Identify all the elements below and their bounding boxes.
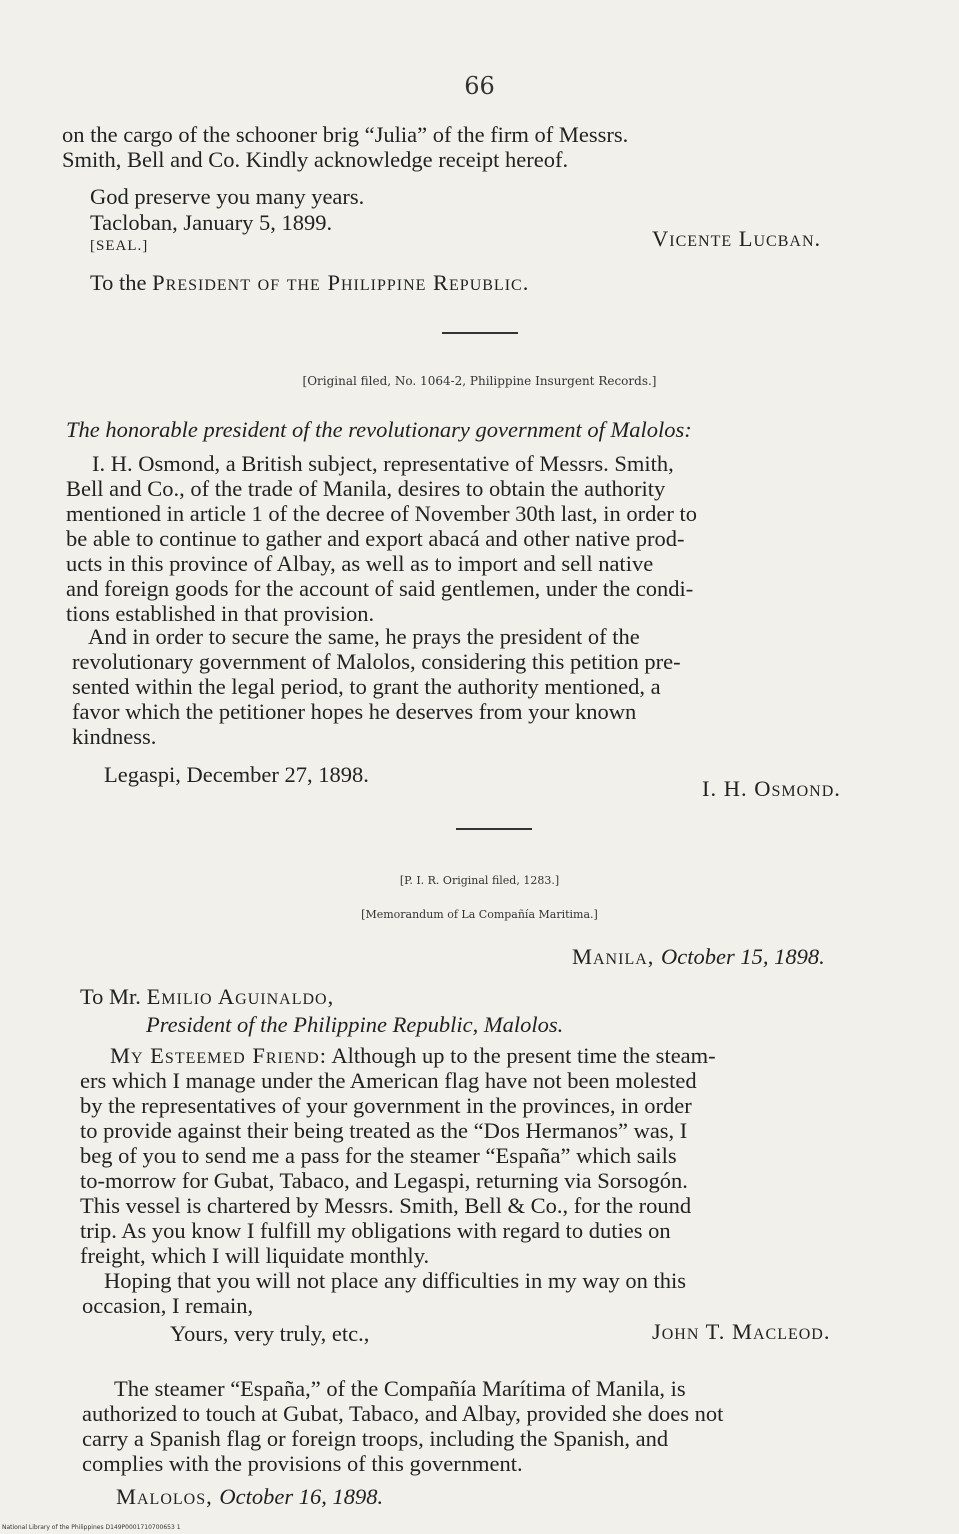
text-line: by the representatives of your government in the provinces, in order	[80, 1093, 692, 1118]
section-divider	[442, 332, 518, 334]
text-line: This vessel is chartered by Messrs. Smith, Bell & Co., for the round	[80, 1193, 692, 1218]
place-date: Tacloban, January 5, 1899.	[90, 210, 333, 235]
text-line: to-morrow for Gubat, Tabaco, and Legaspi, returning via Sorsogón.	[80, 1168, 688, 1193]
text-line: My Esteemed Friend: Although up to the present time the steam-	[110, 1043, 716, 1068]
text-line: complies with the provisions of this government.	[82, 1451, 523, 1476]
text-line: tions established in that provision.	[66, 601, 375, 626]
addressee	[90, 270, 529, 295]
closing-line: Yours, very truly, etc.,	[170, 1321, 370, 1346]
text-line: carry a Spanish flag or foreign troops, including the Spanish, and	[82, 1426, 669, 1451]
salutation: My Esteemed Friend:	[110, 1043, 327, 1068]
petition-paragraph-1	[66, 451, 904, 626]
archive-note: [Memorandum of La Compañía Maritima.]	[361, 908, 598, 921]
addressee-name: Emilio Aguinaldo,	[146, 984, 335, 1009]
text-line: favor which the petitioner hopes he deserves from your known	[72, 699, 637, 724]
text-line: mentioned in article 1 of the decree of November 30th last, in order to	[66, 501, 698, 526]
seal-mark: [SEAL.]	[90, 238, 149, 254]
addressee-prefix: To the	[90, 270, 153, 295]
dateline-place: Manila,	[572, 944, 662, 969]
section-divider	[456, 828, 532, 830]
text-line: ucts in this province of Albay, as well as to import and sell native	[66, 551, 654, 576]
place-date: Legaspi, December 27, 1898.	[104, 762, 369, 787]
text-line: sented within the legal period, to grant the authority mentioned, a	[72, 674, 661, 699]
text-line: revolutionary government of Malolos, considering this petition pre-	[72, 649, 681, 674]
addressee-title: President of the Philippine Republic.	[152, 270, 530, 295]
addressee-prefix: To Mr.	[80, 984, 147, 1009]
text-line: and foreign goods for the account of said gentlemen, under the condi-	[66, 576, 694, 601]
final-dateline	[116, 1484, 383, 1509]
text-line: freight, which I will liquidate monthly.	[80, 1243, 430, 1268]
text-line: The steamer “España,” of the Compañía Marítima of Manila, is	[114, 1376, 686, 1401]
final-date: October 16, 1898.	[219, 1484, 384, 1509]
salutation: The honorable president of the revolutionary government of Malolos:	[66, 417, 692, 442]
memo-paragraph-1	[80, 1043, 912, 1268]
page-number: 66	[464, 72, 495, 100]
addressee	[80, 984, 334, 1009]
text-line: And in order to secure the same, he prays the president of the	[88, 624, 640, 649]
authorization-paragraph	[82, 1376, 918, 1476]
signature: John T. Macleod.	[652, 1319, 831, 1344]
memo-paragraph-2	[82, 1268, 912, 1318]
final-place: Malolos,	[116, 1484, 220, 1509]
text-line: kindness.	[72, 724, 157, 749]
text-line: ers which I manage under the American flag have not been molested	[80, 1068, 697, 1093]
closing-line: God preserve you many years.	[90, 184, 365, 209]
text-line: trip. As you know I fulfill my obligations with regard to duties on	[80, 1218, 671, 1243]
text-line: occasion, I remain,	[82, 1293, 254, 1318]
text-line: to provide against their being treated as the “Dos Hermanos” was, I	[80, 1118, 688, 1143]
addressee-title: President of the Philippine Republic, Malolos.	[146, 1012, 564, 1037]
dateline-date: October 15, 1898.	[661, 944, 825, 969]
footer-stamp: National Library of the Philippines D149P0001710700653 1	[2, 1524, 181, 1531]
signature: I. H. Osmond.	[702, 776, 841, 801]
letter-continuation	[62, 122, 897, 172]
archive-note: [P. I. R. Original filed, 1283.]	[399, 874, 560, 887]
dateline	[572, 944, 825, 969]
text-line: Hoping that you will not place any difficulties in my way on this	[104, 1268, 687, 1293]
text-line: Smith, Bell and Co. Kindly acknowledge receipt hereof.	[62, 147, 569, 172]
archive-note: [Original filed, No. 1064-2, Philippine Insurgent Records.]	[302, 374, 657, 388]
text-line: beg of you to send me a pass for the steamer “España” which sails	[80, 1143, 677, 1168]
text-line: on the cargo of the schooner brig “Julia” of the firm of Messrs.	[62, 122, 629, 147]
signature: Vicente Lucban.	[652, 226, 822, 251]
text-line: authorized to touch at Gubat, Tabaco, and Albay, provided she does not	[82, 1401, 724, 1426]
text-line: be able to continue to gather and export abacá and other native prod-	[66, 526, 685, 551]
petition-paragraph-2	[72, 624, 904, 749]
text-line: I. H. Osmond, a British subject, representative of Messrs. Smith,	[92, 451, 674, 476]
text-line: Bell and Co., of the trade of Manila, desires to obtain the authority	[66, 476, 666, 501]
